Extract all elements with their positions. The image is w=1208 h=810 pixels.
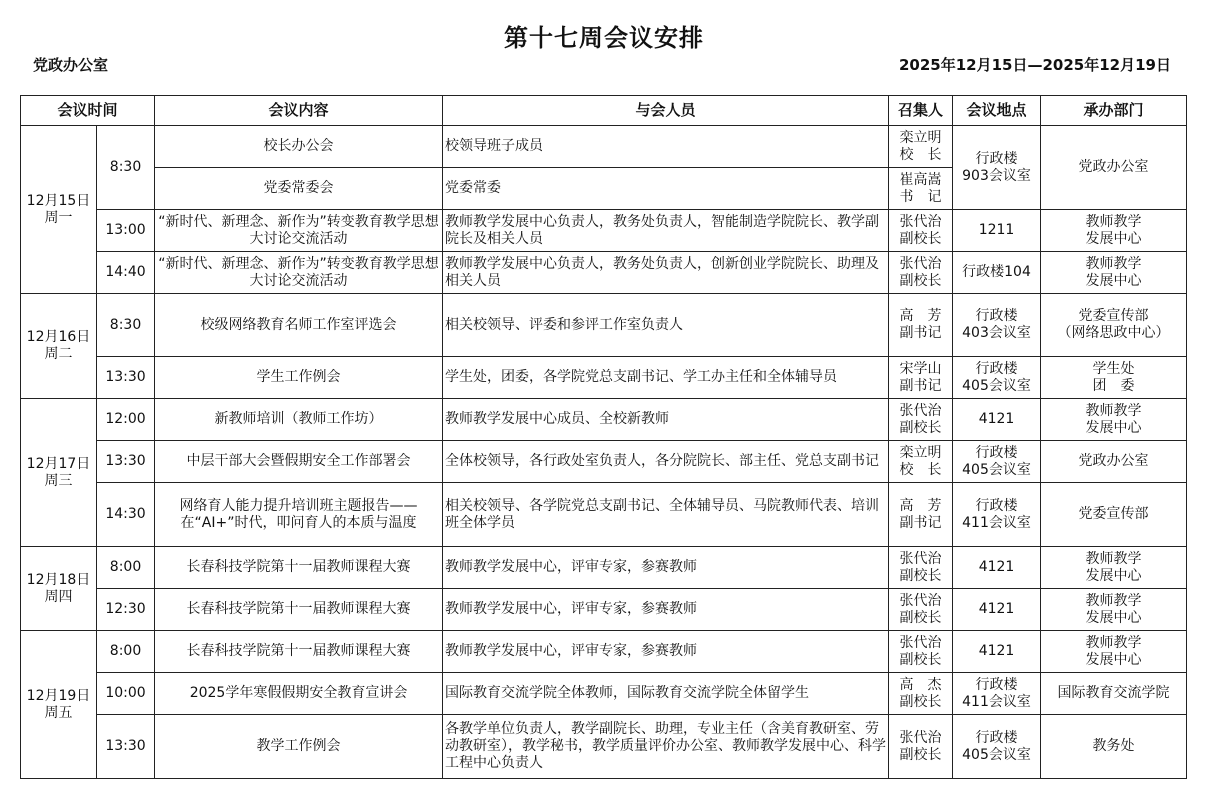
convener-name: 崔高嵩 (899, 171, 942, 188)
convener-name: 张代治 (899, 255, 942, 272)
convener-name: 张代治 (899, 213, 942, 230)
time-cell: 10:00 (97, 673, 155, 715)
convener-name: 栾立明 (899, 444, 942, 461)
convener-name: 张代治 (899, 402, 942, 419)
host-cell (1041, 294, 1187, 357)
table-row (21, 399, 1187, 441)
day-date: 12月17日 (26, 455, 91, 472)
location-building: 行政楼 (975, 150, 1018, 167)
host-line: （网络思政中心） (1057, 325, 1170, 341)
convener-title: 副校长 (899, 693, 942, 710)
attendees-cell: 教师教学发展中心负责人，教务处负责人，创新创业学院院长、助理及相关人员 (443, 252, 889, 294)
location-building: 行政楼 (975, 497, 1018, 514)
header-row (21, 96, 1187, 126)
time-cell: 13:30 (97, 357, 155, 399)
day-cell (21, 399, 97, 547)
time-cell: 8:00 (97, 631, 155, 673)
location-building: 行政楼 (975, 308, 1018, 324)
day-cell (21, 547, 97, 631)
location-building: 行政楼 (975, 444, 1018, 461)
time-cell: 8:00 (97, 547, 155, 589)
location-room: 行政楼104 (962, 264, 1031, 280)
attendees-cell: 各教学单位负责人，教学副院长、助理，专业主任（含美育教研室、劳动教研室），教学秘书，教学质量评价办公室、教师教学发展中心、科学工程中心负责人 (443, 715, 889, 779)
table-row (21, 589, 1187, 631)
header-location: 会议地点 (953, 96, 1041, 126)
schedule-table (20, 95, 1187, 779)
location-cell (953, 631, 1041, 673)
attendees-cell: 学生处，团委，各学院党总支副书记、学工办主任和全体辅导员 (443, 357, 889, 399)
host-cell (1041, 252, 1187, 294)
convener-cell (889, 168, 953, 210)
convener-cell (889, 294, 953, 357)
attendees-cell: 校领导班子成员 (443, 126, 889, 168)
location-cell (953, 357, 1041, 399)
day-weekday: 周四 (44, 588, 73, 605)
convener-name: 高 芳 (899, 308, 942, 324)
attendees-cell: 相关校领导、评委和参评工作室负责人 (443, 294, 889, 357)
location-room: 411会议室 (962, 514, 1031, 531)
header-attendees: 与会人员 (443, 96, 889, 126)
content-cell: “新时代、新理念、新作为”转变教育教学思想大讨论交流活动 (155, 252, 443, 294)
header-convener: 召集人 (889, 96, 953, 126)
day-date: 12月16日 (26, 329, 91, 345)
location-room: 4121 (978, 643, 1015, 659)
day-date: 12月19日 (26, 687, 91, 704)
host-line: 团 委 (1092, 377, 1135, 394)
table-row (21, 126, 1187, 168)
host-line: 党政办公室 (1078, 453, 1149, 469)
header-host: 承办部门 (1041, 96, 1187, 126)
content-cell: 学生工作例会 (155, 357, 443, 399)
table-row (21, 715, 1187, 779)
convener-cell (889, 357, 953, 399)
time-cell: 8:30 (97, 294, 155, 357)
host-line: 教师教学 (1085, 402, 1142, 419)
day-weekday: 周五 (44, 704, 73, 721)
time-cell: 13:30 (97, 441, 155, 483)
content-cell: 校级网络教育名师工作室评选会 (155, 294, 443, 357)
host-line: 教师教学 (1085, 213, 1142, 230)
attendees-cell: 相关校领导、各学院党总支副书记、全体辅导员、马院教师代表、培训班全体学员 (443, 483, 889, 547)
day-cell (21, 631, 97, 779)
host-line: 教师教学 (1085, 634, 1142, 651)
convener-title: 副书记 (899, 325, 942, 341)
location-building: 行政楼 (975, 729, 1018, 746)
day-cell (21, 126, 97, 294)
day-weekday: 周一 (44, 209, 73, 226)
location-room: 1211 (978, 222, 1015, 238)
host-cell (1041, 357, 1187, 399)
host-cell (1041, 631, 1187, 673)
location-building: 行政楼 (975, 676, 1018, 693)
header-content: 会议内容 (155, 96, 443, 126)
host-line: 发展中心 (1085, 567, 1142, 584)
location-cell (953, 210, 1041, 252)
content-cell: 党委常委会 (155, 168, 443, 210)
convener-name: 张代治 (899, 634, 942, 651)
table-row (21, 441, 1187, 483)
host-cell (1041, 483, 1187, 547)
content-cell: 中层干部大会暨假期安全工作部署会 (155, 441, 443, 483)
convener-title: 副校长 (899, 567, 942, 584)
location-building: 行政楼 (975, 360, 1018, 377)
host-line: 发展中心 (1085, 651, 1142, 668)
attendees-cell: 教师教学发展中心，评审专家，参赛教师 (443, 631, 889, 673)
convener-cell (889, 210, 953, 252)
convener-name: 宋学山 (899, 360, 942, 377)
host-cell (1041, 673, 1187, 715)
attendees-cell: 教师教学发展中心负责人，教务处负责人，智能制造学院院长、教学副院长及相关人员 (443, 210, 889, 252)
convener-name: 张代治 (899, 729, 942, 746)
location-room: 4121 (978, 411, 1015, 427)
location-cell (953, 252, 1041, 294)
table-row (21, 294, 1187, 357)
convener-title: 校 长 (899, 146, 942, 163)
attendees-cell: 教师教学发展中心成员、全校新教师 (443, 399, 889, 441)
attendees-cell: 教师教学发展中心，评审专家，参赛教师 (443, 547, 889, 589)
content-cell: 校长办公会 (155, 126, 443, 168)
host-line: 教师教学 (1085, 550, 1142, 567)
content-cell: 2025学年寒假假期安全教育宣讲会 (155, 673, 443, 715)
convener-cell (889, 252, 953, 294)
day-cell (21, 294, 97, 399)
convener-cell (889, 673, 953, 715)
time-cell: 8:30 (97, 126, 155, 210)
location-cell (953, 483, 1041, 547)
host-cell (1041, 210, 1187, 252)
page-title: 第十七周会议安排 (504, 24, 704, 52)
convener-cell (889, 126, 953, 168)
convener-name: 高 芳 (899, 497, 942, 514)
location-room: 903会议室 (962, 167, 1031, 184)
convener-title: 副书记 (899, 514, 942, 531)
host-cell: 党政办公室 (1041, 126, 1187, 210)
location-cell (953, 715, 1041, 779)
content-cell: 新教师培训（教师工作坊） (155, 399, 443, 441)
convener-title: 副校长 (899, 746, 942, 763)
location-cell (953, 399, 1041, 441)
table-row (21, 547, 1187, 589)
content-cell: 长春科技学院第十一届教师课程大赛 (155, 547, 443, 589)
convener-name: 张代治 (899, 592, 942, 609)
location-room: 4121 (978, 559, 1015, 575)
host-line: 发展中心 (1085, 609, 1142, 626)
location-cell (953, 294, 1041, 357)
day-date: 12月18日 (26, 571, 91, 588)
time-cell: 12:30 (97, 589, 155, 631)
host-line: 发展中心 (1085, 419, 1142, 436)
day-weekday: 周三 (44, 472, 73, 489)
host-line: 学生处 (1092, 360, 1135, 377)
convener-title: 副校长 (899, 272, 942, 289)
convener-cell (889, 547, 953, 589)
table-row (21, 357, 1187, 399)
department-label: 党政办公室 (33, 56, 109, 74)
convener-title: 副校长 (899, 230, 942, 247)
host-line: 发展中心 (1085, 272, 1142, 289)
host-cell (1041, 399, 1187, 441)
time-cell: 14:40 (97, 252, 155, 294)
location-room: 4121 (978, 601, 1015, 617)
convener-title: 副校长 (899, 419, 942, 436)
convener-name: 高 杰 (899, 676, 942, 693)
attendees-cell: 全体校领导，各行政处室负责人，各分院院长、部主任、党总支副书记 (443, 441, 889, 483)
convener-name: 栾立明 (899, 129, 942, 146)
host-line: 教师教学 (1085, 592, 1142, 609)
location-cell (953, 673, 1041, 715)
time-cell: 12:00 (97, 399, 155, 441)
convener-cell (889, 715, 953, 779)
attendees-cell: 教师教学发展中心，评审专家，参赛教师 (443, 589, 889, 631)
convener-title: 副校长 (899, 651, 942, 668)
host-line: 教师教学 (1085, 255, 1142, 272)
host-line: 发展中心 (1085, 230, 1142, 247)
content-cell: 网络育人能力提升培训班主题报告——在“AI+”时代，叩问育人的本质与温度 (155, 483, 443, 547)
convener-title: 校 长 (899, 461, 942, 478)
location-room: 405会议室 (962, 746, 1031, 763)
host-line: 党委宣传部 (1078, 308, 1149, 324)
convener-cell (889, 631, 953, 673)
convener-cell (889, 483, 953, 547)
table-row (21, 210, 1187, 252)
content-cell: 长春科技学院第十一届教师课程大赛 (155, 631, 443, 673)
location-room: 411会议室 (962, 693, 1031, 710)
table-row (21, 483, 1187, 547)
convener-name: 张代治 (899, 550, 942, 567)
host-cell (1041, 441, 1187, 483)
content-cell: 长春科技学院第十一届教师课程大赛 (155, 589, 443, 631)
table-row (21, 631, 1187, 673)
host-line: 党委宣传部 (1078, 506, 1149, 522)
content-cell: “新时代、新理念、新作为”转变教育教学思想大讨论交流活动 (155, 210, 443, 252)
host-cell (1041, 547, 1187, 589)
convener-cell (889, 589, 953, 631)
day-weekday: 周二 (44, 346, 73, 362)
location-room: 403会议室 (962, 325, 1031, 341)
date-range: 2025年12月15日—2025年12月19日 (899, 56, 1171, 74)
location-cell (953, 126, 1041, 210)
day-date: 12月15日 (26, 192, 91, 209)
attendees-cell: 国际教育交流学院全体教师，国际教育交流学院全体留学生 (443, 673, 889, 715)
host-line: 国际教育交流学院 (1057, 685, 1170, 701)
host-cell (1041, 589, 1187, 631)
table-row (21, 673, 1187, 715)
header-time: 会议时间 (21, 96, 155, 126)
time-cell: 13:00 (97, 210, 155, 252)
attendees-cell: 党委常委 (443, 168, 889, 210)
host-cell (1041, 715, 1187, 779)
location-cell (953, 441, 1041, 483)
convener-title: 书 记 (899, 188, 942, 205)
location-cell (953, 547, 1041, 589)
time-cell: 14:30 (97, 483, 155, 547)
location-room: 405会议室 (962, 461, 1031, 478)
convener-cell (889, 441, 953, 483)
convener-title: 副校长 (899, 609, 942, 626)
convener-title: 副书记 (899, 377, 942, 394)
location-room: 405会议室 (962, 377, 1031, 394)
time-cell: 13:30 (97, 715, 155, 779)
content-cell: 教学工作例会 (155, 715, 443, 779)
host-line: 教务处 (1092, 738, 1135, 754)
table-row (21, 252, 1187, 294)
location-cell (953, 589, 1041, 631)
convener-cell (889, 399, 953, 441)
